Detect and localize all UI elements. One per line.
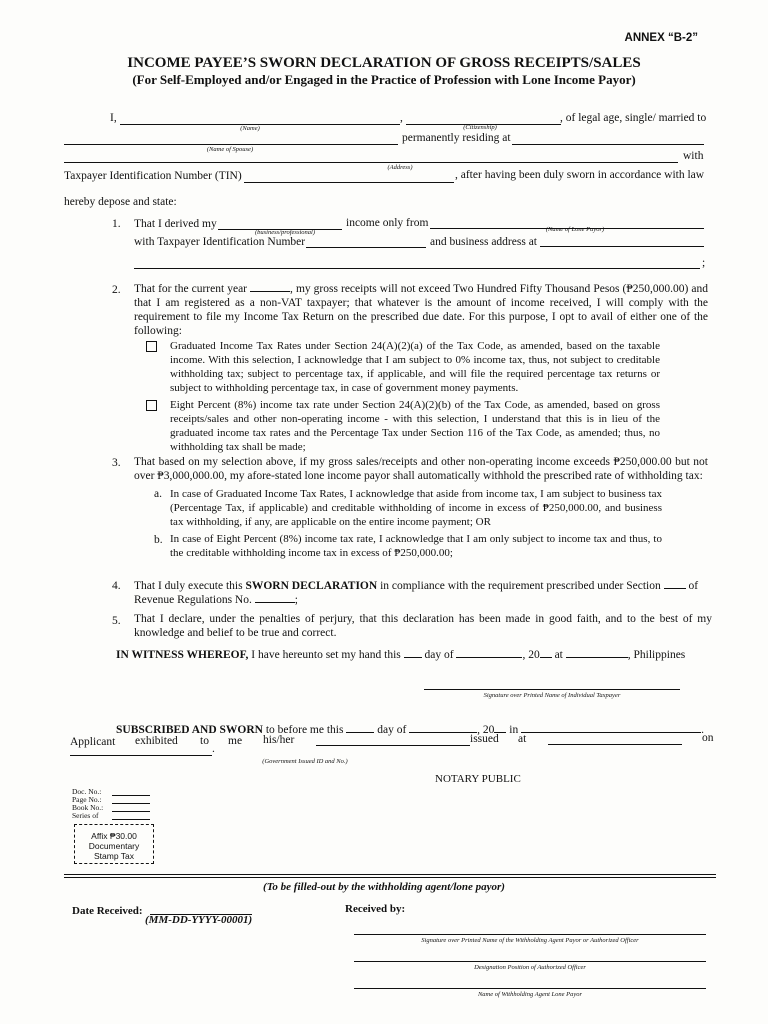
page-no-field[interactable] (112, 803, 150, 804)
witness-text: I have hereunto set my hand this (248, 649, 401, 661)
date-format-hint: (MM-DD-YYYY-00001) (145, 914, 253, 926)
item3b-label: b. (154, 534, 163, 546)
documentary-stamp-box (74, 824, 154, 864)
series-label: Series of (72, 811, 99, 820)
witness-bold: IN WITNESS WHEREOF, (116, 649, 249, 661)
jurat-year-prefix: , 20 (477, 724, 495, 736)
jurat-place-field[interactable] (521, 722, 701, 733)
series-field[interactable] (112, 819, 150, 820)
witness-month-field[interactable] (456, 647, 522, 658)
stamp-line2: Documentary (88, 841, 140, 851)
item3b-text: In case of Eight Percent (8%) income tax rate, I acknowledge that I am only subject to income tax and thus, to the creditable withholding income tax in excess of ₱250,000.00; (170, 533, 662, 559)
option2-text: Eight Percent (8%) income tax rate under Section 24(A)(2)(b) of the Tax Code, as amended, based on gross receipts/sales and other non-operating income - with this selection, I understand that this is in lieu of the graduated income tax rates and the Percentage Tax under Section 116 of the Tax Code, as amended; thus, no withholding tax shall be made; (170, 399, 660, 453)
caption-payor: (Name of Lone Payor) (545, 226, 605, 233)
item4-text-a: That I duly execute this (134, 580, 246, 592)
address-field[interactable] (64, 162, 678, 163)
with-text: with (683, 150, 704, 162)
item1-business-address: and business address at (430, 236, 537, 248)
graduated-rates-checkbox[interactable] (146, 341, 157, 352)
item2-number: 2. (112, 284, 121, 296)
residence-field[interactable] (512, 144, 704, 145)
witness-place-field[interactable] (566, 647, 628, 658)
option1-text: Graduated Income Tax Rates under Section 24(A)(2)(a) of the Tax Code, as amended, based on the taxable income. With this selection, I acknowledge that I am subject to 0% income tax, thus, not subject to creditable withholding tax; subject to percentage tax, if applicable, and will file the required percentage tax returns or subject to withholding percentage tax, in case of government money payments. (170, 340, 660, 394)
business-address-field[interactable] (540, 246, 704, 247)
legal-age-text: , of legal age, single/ married to (560, 112, 707, 124)
agent-signature-caption: Signature over Printed Name of the Withholding Agent Payor or Authorized Officer (421, 937, 639, 944)
caption-citizenship: (Citizenship) (463, 124, 497, 131)
tin-field[interactable] (244, 182, 454, 183)
jurat-month-field[interactable] (409, 722, 477, 733)
doc-no-label: Doc. No.: (72, 787, 102, 796)
item1-number: 1. (112, 218, 121, 230)
business-address-field-2[interactable] (134, 268, 700, 269)
jurat-day-of: day of (377, 724, 407, 736)
item4-semicolon: ; (294, 594, 298, 606)
item3-number: 3. (112, 457, 121, 469)
caption-business: (business/professional) (254, 229, 316, 236)
section-divider-top (64, 874, 716, 875)
rr-number-field[interactable] (255, 592, 295, 603)
item5-text: That I declare, under the penalties of perjury, that this declaration has been made in good faith, and to the best of my knowledge and belief to be true and correct. (134, 613, 712, 639)
item3-text: That based on my selection above, if my gross sales/receipts and other non-operating income exceeds ₱250,000.00 but not over ₱3,000,000.00, my afore-stated lone income payor shall automatically withhold the prescribed rate of withholding tax: (134, 456, 708, 482)
current-year-field[interactable] (250, 281, 290, 292)
depose-text: hereby depose and state: (64, 196, 177, 208)
spouse-field[interactable] (64, 144, 398, 145)
jurat-applicant: Applicant (70, 736, 116, 748)
jurat-year-field[interactable] (494, 722, 506, 733)
tin-label: Taxpayer Identification Number (TIN) (64, 170, 242, 182)
section-divider-bottom (64, 877, 716, 878)
item3a-label: a. (154, 488, 162, 500)
witness-day-field[interactable] (404, 647, 422, 658)
doc-no-field[interactable] (112, 795, 150, 796)
item2-text-a: That for the current year (134, 283, 248, 295)
stamp-line3: Stamp Tax (93, 851, 134, 861)
book-no-label: Book No.: (72, 803, 104, 812)
jurat-to: to (200, 735, 209, 747)
stamp-line1: Affix ₱30.00 (91, 831, 137, 841)
caption-address: (Address) (387, 164, 413, 171)
jurat-on: on (702, 732, 714, 744)
agent-signature-line[interactable] (354, 934, 706, 935)
item4-text-b: in compliance with the requirement prescribed under Section (377, 580, 661, 592)
item2-paragraph (134, 281, 708, 338)
intro-i: I, (110, 112, 117, 124)
witness-year-field[interactable] (540, 647, 552, 658)
issued-on-field[interactable] (70, 755, 212, 756)
caption-spouse: (Name of Spouse) (206, 146, 254, 153)
jurat-in: in (509, 724, 519, 736)
item1-with-tin: with Taxpayer Identification Number (134, 236, 306, 248)
form-title: INCOME PAYEE’S SWORN DECLARATION OF GROSS RECEIPTS/SALES (127, 55, 641, 71)
witness-at: at (554, 649, 563, 661)
eight-percent-checkbox[interactable] (146, 400, 157, 411)
item1-semicolon: ; (702, 257, 706, 269)
agent-name-line[interactable] (354, 988, 706, 989)
book-no-field[interactable] (112, 811, 150, 812)
item4-line1 (134, 578, 708, 593)
jurat-exhibited: exhibited (135, 735, 178, 747)
section-field[interactable] (664, 578, 686, 589)
form-subtitle: (For Self-Employed and/or Engaged in the Practice of Profession with Lone Income Payor) (132, 72, 636, 87)
jurat-at: at (518, 733, 527, 745)
jurat-end-period: . (212, 743, 215, 755)
intro-comma: , (400, 112, 403, 124)
issued-at-field[interactable] (548, 744, 682, 745)
residing-text: permanently residing at (402, 132, 511, 144)
page-no-label: Page No.: (72, 795, 102, 804)
item4-of: of (688, 580, 699, 592)
jurat-bold: SUBSCRIBED AND SWORN (116, 724, 263, 736)
government-id-field[interactable] (316, 745, 470, 746)
witness-ph: , Philippines (627, 649, 686, 661)
designation-line[interactable] (354, 961, 706, 962)
jurat-hisher: his/her (263, 734, 295, 746)
item1-derived-text: That I derived my (134, 218, 217, 230)
item4-line2 (134, 592, 298, 607)
notary-public: NOTARY PUBLIC (435, 773, 521, 785)
item3a-text: In case of Graduated Income Tax Rates, I acknowledge that aside from income tax, I am subject to business tax (Percentage Tax, if applicable) and creditable withholding of income in excess of ₱250,000.00, and business tax withholding, if any, are applicable on the entire income payment; OR (170, 488, 662, 528)
witness-line (116, 647, 706, 662)
item4-number: 4. (112, 580, 121, 592)
witness-day-of: day of (424, 649, 454, 661)
jurat-me: me (228, 735, 243, 747)
agent-heading: (To be filled-out by the withholding agent/lone payor) (263, 881, 505, 893)
jurat-period: . (701, 724, 704, 736)
jurat-text: to before me this (262, 724, 344, 736)
jurat-day-field[interactable] (346, 722, 374, 733)
item5-number: 5. (112, 615, 121, 627)
payor-tin-field[interactable] (306, 247, 426, 248)
sworn-text: , after having been duly sworn in accordance with law (455, 169, 705, 181)
annex-label: ANNEX “B-2” (624, 32, 698, 44)
witness-year-prefix: , 20 (522, 649, 540, 661)
designation-caption: Designation Position of Authorized Officer (474, 964, 586, 971)
item1-income-from: income only from (346, 217, 429, 229)
date-received-label: Date Received: (72, 905, 143, 917)
received-by-label: Received by: (345, 903, 406, 915)
jurat-issued: issued (470, 733, 499, 745)
caption-gov-id: (Government Issued ID and No.) (262, 758, 348, 765)
taxpayer-signature-caption: Signature over Printed Name of Individual Taxpayer (483, 692, 621, 699)
agent-name-caption: Name of Withholding Agent Lone Payor (477, 991, 583, 998)
taxpayer-signature-line[interactable] (424, 689, 680, 690)
item4-rr: Revenue Regulations No. (134, 594, 252, 606)
item4-bold: SWORN DECLARATION (245, 580, 378, 592)
item2-text-b: , my gross receipts will not exceed Two Hundred Fifty Thousand Pesos (₱250,000.00) and that I am registered as a non-VAT taxpayer; that whatever is the amount of income received, I will comply with the requirement to file my Income Tax Return on the prescribed due date. For this purpose, I opt to avail of either one of the following: (134, 283, 708, 337)
caption-name: (Name) (240, 125, 260, 132)
